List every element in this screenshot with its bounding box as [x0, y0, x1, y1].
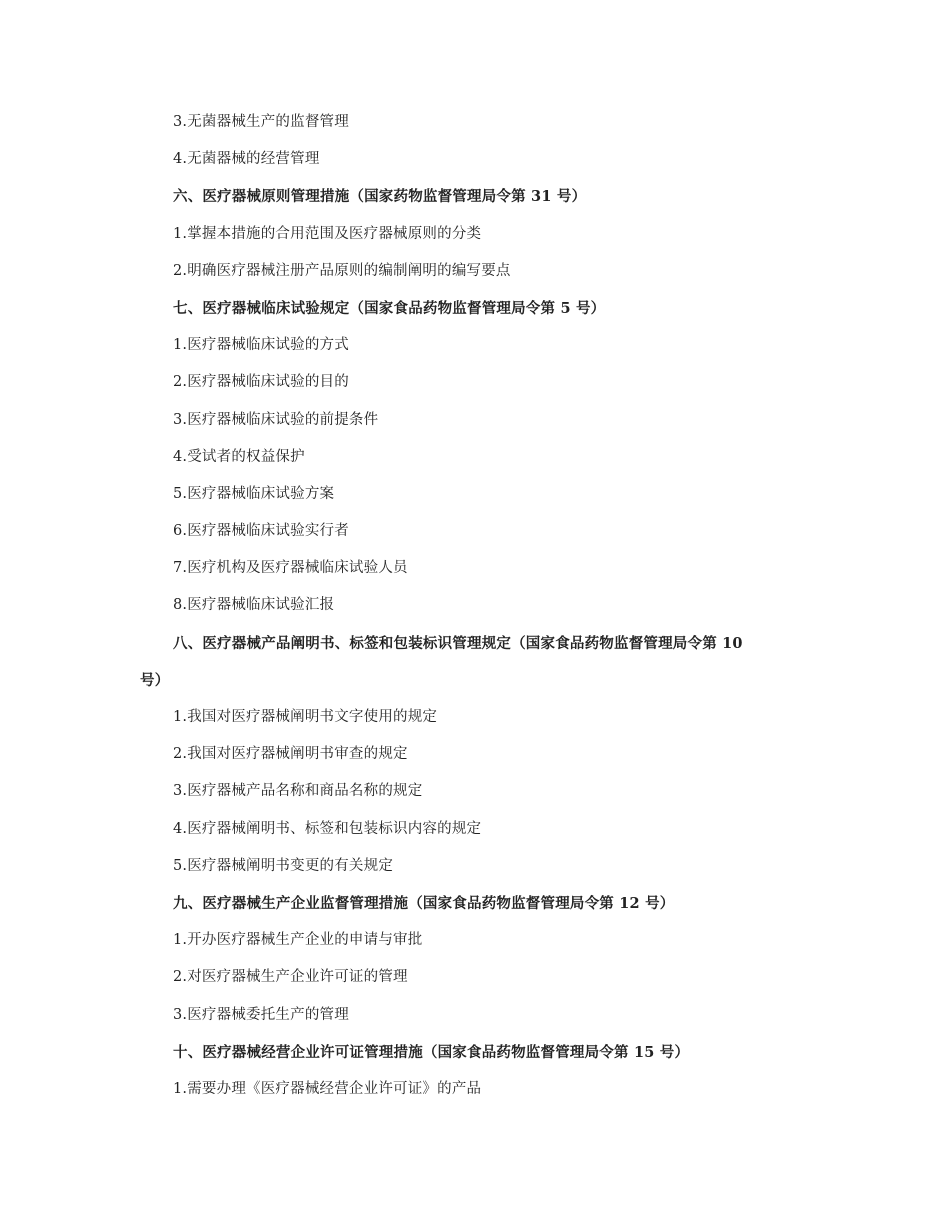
list-item: 6.医疗器械临床试验实行者 [173, 523, 349, 540]
list-item: 3.医疗器械临床试验的前提条件 [173, 411, 379, 428]
list-item: 2.明确医疗器械注册产品原则的编制阐明的编写要点 [173, 262, 511, 279]
list-item: 4.受试者的权益保护 [173, 448, 305, 465]
list-item: 2.我国对医疗器械阐明书审查的规定 [173, 746, 408, 763]
section-heading: 七、医疗器械临床试验规定（国家食品药物监督管理局令第 5 号） [173, 299, 606, 317]
list-item: 3.无菌器械生产的监督管理 [173, 114, 349, 130]
section-heading: 六、医疗器械原则管理措施（国家药物监督管理局令第 31 号） [173, 188, 587, 206]
list-item: 3.医疗器械产品名称和商品名称的规定 [173, 783, 423, 800]
list-item: 2.对医疗器械生产企业许可证的管理 [173, 969, 408, 986]
document-body [140, 104, 820, 1108]
list-item: 1.掌握本措施的合用范围及医疗器械原则的分类 [173, 225, 482, 242]
section-heading: 八、医疗器械产品阐明书、标签和包装标识管理规定（国家食品药物监督管理局令第 10 [173, 634, 743, 652]
list-item: 1.开办医疗器械生产企业的申请与审批 [173, 932, 423, 949]
list-item: 3.医疗器械委托生产的管理 [173, 1006, 349, 1023]
list-item: 5.医疗器械阐明书变更的有关规定 [173, 857, 394, 874]
list-item: 1.需要办理《医疗器械经营企业许可证》的产品 [173, 1080, 482, 1097]
section-heading: 十、医疗器械经营企业许可证管理措施（国家食品药物监督管理局令第 15 号） [173, 1043, 690, 1061]
list-item: 4.医疗器械阐明书、标签和包装标识内容的规定 [173, 820, 482, 837]
list-item: 2.医疗器械临床试验的目的 [173, 374, 349, 391]
list-item: 5.医疗器械临床试验方案 [173, 485, 335, 502]
list-item: 1.医疗器械临床试验的方式 [173, 337, 349, 354]
list-item: 4.无菌器械的经营管理 [173, 151, 320, 168]
list-item: 1.我国对医疗器械阐明书文字使用的规定 [173, 709, 438, 725]
section-heading-continuation: 号） [140, 671, 170, 689]
list-item: 8.医疗器械临床试验汇报 [173, 597, 335, 614]
list-item: 7.医疗机构及医疗器械临床试验人员 [173, 560, 408, 577]
section-heading: 九、医疗器械生产企业监督管理措施（国家食品药物监督管理局令第 12 号） [173, 894, 675, 912]
